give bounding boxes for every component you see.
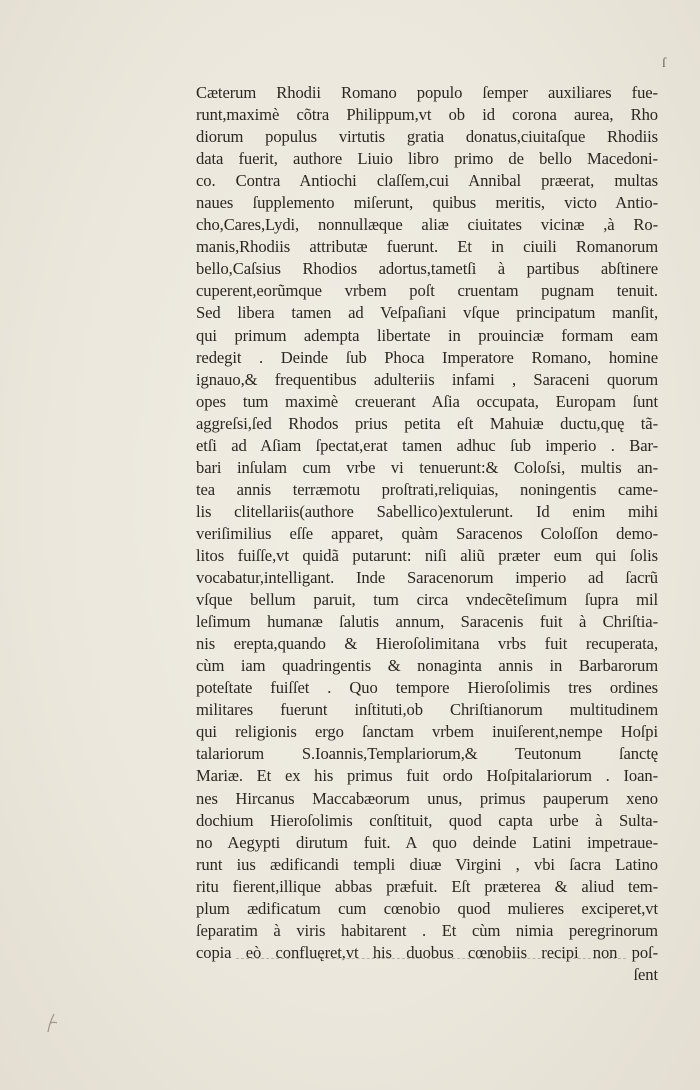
text-line: nis erepta,quando & Hieroſolimitana vrbs fuit recuperata, [196, 634, 658, 654]
text-line: qui primum adempta libertate in prouinciæ formam eam [196, 325, 658, 345]
text-line: lis clitellariis(authore Sabellico)extulerunt. Id enim mihi [196, 501, 658, 521]
text-line: dochium Hieroſolimis conſtituit, quod capta urbe à Sulta- [196, 810, 658, 830]
text-line: Cæterum Rhodii Romano populo ſemper auxiliares fue- [196, 83, 658, 102]
text-line: vſque bellum paruit, tum circa vndecẽteſimum ſupra mil [196, 590, 658, 610]
text-line: leſimum humanæ ſalutis annum, Saracenis fuit à Chriſtia- [196, 612, 658, 632]
text-line: qui religionis ergo ſanctam vrbem inuiſerent,nempe Hoſpi [196, 722, 658, 742]
text-line: ignauo,& frequentibus adulteriis infami , Saraceni quorum [196, 369, 658, 389]
text-line: militares fuerunt inſtituti,ob Chriſtianorum multitudinem [196, 700, 658, 720]
text-line: bello,Caſsius Rhodios adortus,tametſi à partibus abſtinere [196, 259, 658, 279]
text-line: ſeparatim à viris habitarent . Et cùm nimia peregrinorum [196, 920, 658, 940]
text-line: plum ædificatum cum cœnobio quod mulieres exciperet,vt [196, 898, 658, 918]
text-line: nes Hircanus Maccabæorum unus, primus pauperum xeno [196, 788, 658, 808]
text-line: manis,Rhodiis attributæ fuerunt. Et in ciuili Romanorum [196, 237, 658, 257]
text-line: opes tum maximè creuerant Aſia occupata, Europam ſunt [196, 391, 658, 411]
text-line: runt,maximè cõtra Philippum,vt ob id corona aurea, Rho [196, 105, 658, 125]
text-line: Sed libera tamen ad Veſpaſiani vſque principatum manſit, [196, 303, 658, 323]
text-line: naues ſupplemento miſerunt, quibus meritis, victo Antio- [196, 193, 658, 213]
text-line: redegit . Deinde ſub Phoca Imperatore Romano, homine [196, 347, 658, 367]
text-line: data fuerit, authore Liuio libro primo de bello Macedoni- [196, 149, 658, 169]
margin-mark: ſ [662, 56, 666, 71]
text-line: ritu fierent,illique abbas præfuit. Eſt præterea & aliud tem- [196, 876, 658, 896]
text-line: etſi ad Aſiam ſpectat,erat tamen adhuc ſub imperio . Bar- [196, 435, 658, 455]
text-line: poteſtate fuiſſet . Quo tempore Hieroſolimis tres ordines [196, 678, 658, 698]
text-line: veriſimilius eſſe apparet, quàm Saracenos Coloſſon demo- [196, 523, 658, 543]
text-line: Mariæ. Et ex his primus fuit ordo Hoſpitalariorum . Ioan- [196, 766, 658, 786]
text-line: aggreſsi,ſed Rhodos prius petita eſt Mahuiæ ductu,quę tã- [196, 413, 658, 433]
text-line: tea annis terræmotu proſtrati,reliquias, noningentis came- [196, 479, 658, 499]
text-line: cuperent,eorũmque vrbem poſt cruentam pugnam tenuit. [196, 281, 658, 301]
text-line: no Aegypti dirutum fuit. A quo deinde Latini impetraue- [196, 832, 658, 852]
text-line: litos fuiſſe,vt quidã putarunt: niſi aliũ præter eum qui ſolis [196, 545, 658, 565]
text-line: diorum populus virtutis gratia donatus,ciuitaſque Rhodiis [196, 127, 658, 147]
catchword: ſent [633, 964, 658, 984]
text-line: runt ius ædificandi templi diuæ Virgini , vbi ſacra Latino [196, 854, 658, 874]
text-line: copia eò confluęret,vt his duobus cœnobiis recipi non poſ- [196, 942, 658, 962]
dotted-rule [236, 958, 626, 959]
text-line: co. Contra Antiochi claſſem,cui Annibal præerat, multas [196, 171, 658, 191]
body-text [196, 82, 658, 986]
text-line: vocabatur,intelligant. Inde Saracenorum imperio ad ſacrũ [196, 568, 658, 588]
text-line: bari inſulam cum vrbe vi tenuerunt:& Coloſsi, multis an- [196, 457, 658, 477]
text-line: talariorum S.Ioannis,Templariorum,& Teutonum ſanctę [196, 744, 658, 764]
text-line: cho,Cares,Lydi, nonnullæque aliæ ciuitates vicinæ ,à Ro- [196, 215, 658, 235]
ink-mark-icon [42, 1010, 62, 1034]
text-line: cùm iam quadringentis & nonaginta annis in Barbarorum [196, 656, 658, 676]
